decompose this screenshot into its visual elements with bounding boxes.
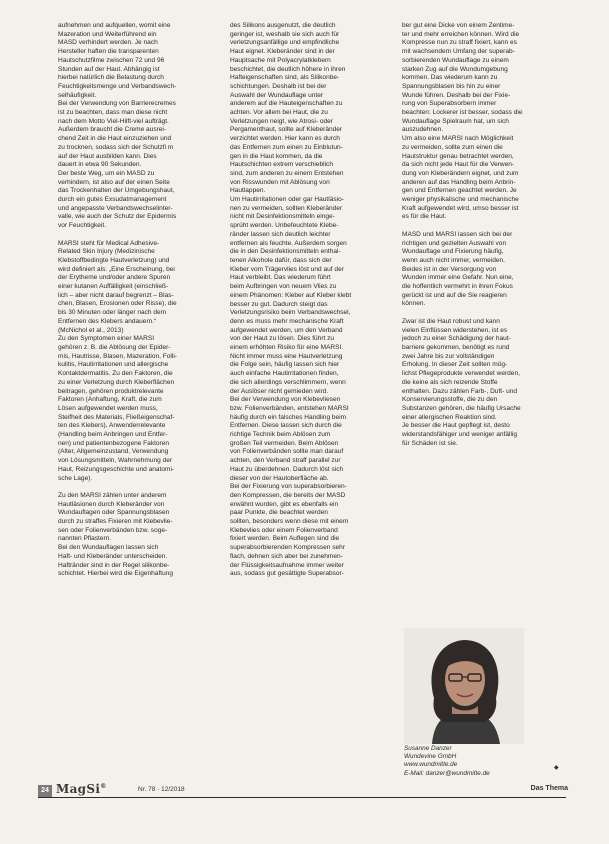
magazine-name: MagSi	[56, 782, 101, 796]
page-end-mark-icon: ◆	[554, 765, 559, 771]
text-column-2	[230, 22, 390, 792]
paragraph: Der beste Weg, um ein MASD zu verhindern, ist also auf der einen Seite das Trockenhalten der Umgebungshaut, durch ein gutes Exsudatmanagement und angepasste Verbandswechselinter- valle, wie auch der Schutz der Epidermis vor Feuchtigkeit.	[58, 169, 177, 230]
section-title: Das Thema	[530, 785, 568, 792]
author-caption	[404, 745, 554, 778]
author-email[interactable]: E-Mail: danzer@wundmitte.de	[404, 769, 490, 777]
paragraph: Bei der Verwendung von Barrierecremes ist zu beachten, dass man diese nicht nach dem Motto Viel-Hilft-viel aufträgt. Außerdem braucht die Creme ausrei- chend Zeit in die Haut einzuziehen und zu trocknen, sodass sich der Schutzfi m auf der Haut ausbilden kann. Dies dauert in etwa 90 Sekunden.	[58, 100, 176, 169]
text-column-3	[402, 22, 562, 630]
author-company: Wundevine GmbH	[404, 753, 457, 761]
paragraph: Bei den Wundauflagen lassen sich Haft- und Kleberänder unterscheiden. Haftränder sind in der Regel silikonbe- schichtet. Hierbei wird die Eigenhaftung	[58, 544, 173, 578]
magazine-logo	[56, 782, 107, 796]
paragraph: Zu den Symptomen einer MARSI gehören z. B. die Ablösung der Epider- mis, Hautrisse, Blasen, Mazeration, Folli- kulitis, Hautirritationen und allergische Kontaktdermatitis. Zu den Faktoren, die zu einer Verletzung durch Kleberflächen beitragen, gehören produktrelevante Faktoren (Anhaftung, Kraft, die zum Lösen aufgewendet werden muss, Steifheit des Materials, Fließeigenschaf- ten des Klebers), Anwenderrelevante (Handling beim Anbringen und Entfer- nen) und patientenbezogene Faktoren (Alter, Allgemeinzustand, Verwendung von Lösungsmitteln, Wahrnehmung der Haut, Reizungsgeschichte und anatomi- sche Lage).	[58, 335, 177, 482]
author-name: Susanne Danzer	[404, 745, 452, 752]
paragraph: MARSI steht für Medical Adhesive- Related Skin Injury (Medizinische Klebstoffbedingte Hautverletzung) und wird definiert als: „Eine Erscheinung, bei der Erytheme und/oder andere Spuren einer kutanen Auffälligkeit (einschließ- lich – aber nicht darauf begrenzt – Blas- chen, Blasen, Erosionen oder Risse), die bis 30 Minuten oder länger nach dem Entfernen des Klebers andauern.“ (McNichol et al., 2013)	[58, 239, 177, 334]
author-website[interactable]: www.wundmitte.de	[404, 761, 458, 769]
page-number: 24	[38, 785, 52, 797]
paragraph: ber gut eine Dicke von einem Zentime- ter und mehr erreichen können. Wird die Kompresse nun zu straff fixiert, kann es mit wachsendem Umfang der superab- sorbierenden Wundauflage zu einem starken Zug auf die Wundumgebung kommen. Das wiederum kann zu Spannungsblasen bis hin zu einer Wunde führen. Deshalb bei der Fixie- rung von Superabsorbern immer beachten: Lockerer ist besser, sodass die Wundauflage Spielraum hat, um sich auszudehnen.	[402, 22, 523, 134]
paragraph: Bei der Verwendung von Klebevliesen bzw. Folienverbänden, entstehen MARSI häufig durch ein falsches Handling beim Entfernen. Diese lassen sich durch die richtige Technik beim Ablösen zum großen Teil vermeiden. Beim Ablösen von Folienverbänden sollte man darauf achten, den Verband straff parallel zur Haut zu überdehnen. Dadurch löst sich dieser von der Hautoberfläche ab.	[230, 396, 349, 482]
registered-mark: ®	[100, 783, 107, 790]
author-photo	[404, 628, 524, 744]
paragraph: aufnehmen und aufquellen, womit eine Mazeration und Weiterführend ein MASD verhindert werden. Je nach Hersteller haften die transparenten Hautschutzfilme zwischen 72 und 96 Stunden auf der Haut. Abhängig ist hierbei natürlich die Belastung durch Feuchtigkeitsmenge und Verbandswech- selhäufigkeit.	[58, 22, 177, 99]
paragraph: des Silikons ausgenutzt, die deutlich geringer ist, weshalb sie sich auch für verletzungsanfällige und empfindliche Haut eignet. Kleberänder sind in der Hauptsache mit Polyacrylatklebern beschichtet, die deutlich höhere in ihren Hafteigenschaften sind, als Silikonbe- schichtungen. Deshalb ist bei der Auswahl der Wundauflage unter anderem auf die Hauteigenschaften zu achten. Vor allem bei Haut, die zu Verletzungen neigt, wie Atrosi- oder Pergamenthaut, sollte auf Kleberänder verzichtet werden. Hier kann es durch das Entfernen zum einen zu Einblutun- gen in die Haut kommen, da die Hautschichten extrem verschieblich sind, zum anderen zu einem Entstehen von Risswunden mit Ablösung von Hautlappen.	[230, 22, 346, 195]
paragraph: MASD und MARSI lassen sich bei der richtigen und gezielten Auswahl von Wundauflage und Fixierung häufig, wenn auch nicht immer, vermeiden. Beides ist in der Versorgung von Wunden immer eine Gefahr. Nun eine, die hoffentlich vermehrt in ihren Fokus gerückt ist und auf die Sie reagieren können.	[402, 230, 514, 308]
paragraph: Bei der Fixierung von superabsorbieren- den Kompressen, die bereits der MASD erwähnt wurden, gibt es ebenfalls ein paar Punkte, die beachtet werden sollten, besonders wenn diese mit einem Klebevlies oder einem Folienverband fixiert werden. Beim Auflegen sind die superabsorbierenden Kompressen sehr flach, dehnen sich aber bei zunehmen- der Flüssigkeitsaufnahme immer weiter aus, sodass gut gesättigte Superabsor-	[230, 483, 349, 578]
text-column-1	[58, 22, 218, 795]
footer-divider	[38, 797, 566, 798]
paragraph: Um Hautirritationen oder gar Hautläsio- nen zu vermeiden, sollten Kleberänder nicht mit Desinfektionsmitteln einge- sprüht werden. Unbefeuchtete Klebe- ränder lassen sich deutlich leichter entfernen als feuchte. Außerdem sorgen die in den Desinfektionsmitteln enthal- tenen Alkohole dafür, dass sich der Kleber vom Trägervlies löst und auf der Haut verbleibt. Das wiederum führt beim Aufbringen von neuem Vlies zu einem Phänomen: Kleber auf Kleber klebt besser zu gut. Dadurch steigt das Verletzungsrisiko beim Verbandswechsel, denn es muss mehr mechanische Kraft aufgewendet werden, um den Verband von der Haut zu lösen. Dies führt zu einem erhöhten Risiko für eine MARSI. Nicht immer muss eine Hautverletzung die Folge sein, häufig lassen sich hier auch einfache Hautirritationen finden, die sich allerdings verschlimmern, wenn der Auslöser nicht gemieden wird.	[230, 196, 352, 395]
page-footer	[38, 784, 568, 798]
paragraph: Um also eine MARSI nach Möglichkeit zu vermeiden, sollte zum einen die Hautstruktur genau betrachtet werden, da sich nicht jede Haut für die Verwen- dung von Kleberändern eignet, und zum anderen auf das Handling beim Anbrin- gen und Entfernen geachtet werden. Je weniger physikalische und mechanische Kraft aufgewendet wird, umso besser ist es für die Haut.	[402, 135, 519, 221]
paragraph: Zu den MARSI zählen unter anderem Hautläsionen durch Kleberänder von Wundauflagen oder Spannungsblasen durch zu straffes Fixieren mit Klebevlie- sen oder Folienverbänden bzw. soge- nannten Pflastern.	[58, 491, 173, 543]
issue-info: Nr. 78 · 12/2018	[138, 786, 185, 793]
paragraph: Zwar ist die Haut robust und kann vielen Einflüssen widerstehen, ist es jedoch zu einer Schädigung der haut- barriere gekommen, benötigt es rund zwei Jahre bis zur vollständigen Erholung. In dieser Zeit sollten mög- lichst Pflegeprodukte verwendet werden, die keine als sich reizende Stoffe enthalten. Dazu zählen Farb-, Duft- und Konservierungsstoffe, die zu den Substanzen gehören, die häufig Ursache einer allergischen Reaktion sind. Je besser die Haut gepflegt ist, desto widerstandsfähiger und weniger anfällig für Schäden ist sie.	[402, 317, 521, 447]
portrait-image	[404, 628, 524, 744]
